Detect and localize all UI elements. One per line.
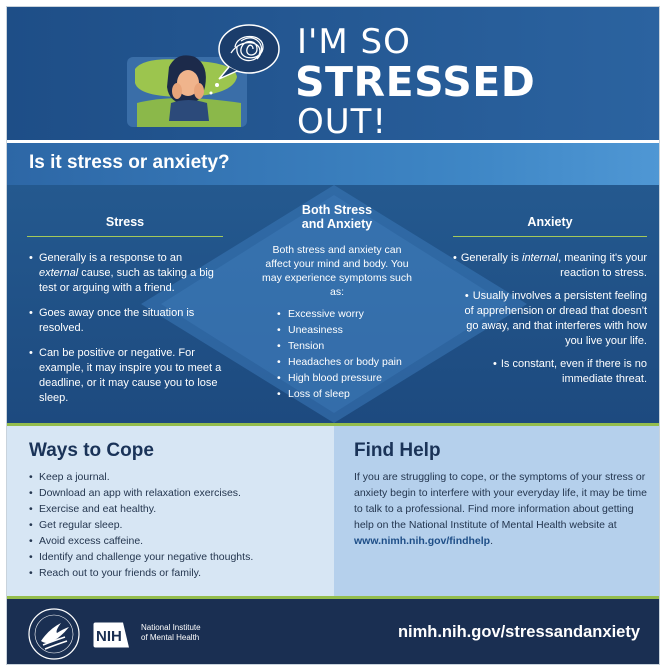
list-item: • Tension xyxy=(276,338,412,354)
question-heading: Is it stress or anxiety? xyxy=(29,152,230,173)
list-item: • Generally is a response to an external cause, such as taking a big test or arguing with a friend. xyxy=(27,251,223,296)
question-band xyxy=(7,143,659,185)
title-line-2: STRESSED xyxy=(295,58,536,106)
list-item: • Exercise and eat healthy. xyxy=(29,501,253,517)
hhs-seal-icon xyxy=(27,607,81,661)
list-item: • Identify and challenge your negative thoughts. xyxy=(29,549,253,565)
stress-list xyxy=(27,251,223,406)
list-item: • Can be positive or negative. For example, it may inspire you to meet a deadline, or it may cause you to lose sleep. xyxy=(27,346,223,406)
comparison-section xyxy=(7,185,659,423)
list-item: • High blood pressure xyxy=(276,370,412,386)
stress-column xyxy=(27,185,223,416)
anxiety-divider xyxy=(453,236,647,237)
scribble-thought-bubble-icon xyxy=(219,25,279,79)
list-item: • Usually involves a persistent feeling of apprehension or dread that doesn't go away, and that interferes with how you live your life. xyxy=(464,290,647,347)
find-help-section xyxy=(334,426,660,596)
both-heading: Both Stress and Anxiety xyxy=(301,203,373,231)
stress-divider xyxy=(27,236,223,237)
nih-badge-text: NIH xyxy=(96,628,122,645)
list-item: • Goes away once the situation is resolved. xyxy=(27,306,223,336)
findhelp-link[interactable]: www.nimh.nih.gov/findhelp xyxy=(354,535,491,547)
help-heading: Find Help xyxy=(354,440,441,461)
footer-url-link[interactable]: nimh.nih.gov/stressandanxiety xyxy=(397,623,640,641)
list-item: • Generally is internal, meaning it's your reaction to stress. xyxy=(453,252,647,279)
anxiety-heading: Anxiety xyxy=(527,215,573,229)
stress-heading: Stress xyxy=(105,215,145,229)
title-line-3: OUT! xyxy=(297,102,388,142)
list-item: • Excessive worry xyxy=(276,306,412,322)
help-text: If you are struggling to cope, or the symptoms of your stress or anxiety begin to interfere with your everyday life, it may be time to talk to a professional. Find more information about getting help on the National Institute of Mental Health website at www.nimh.nih.gov/findhelp. xyxy=(354,471,647,547)
title-line-1: I'M SO xyxy=(297,22,411,62)
both-intro: Both stress and anxiety can affect your mind and body. You may experience symptoms such as: xyxy=(262,244,412,298)
list-item: • Is constant, even if there is no immediate threat. xyxy=(493,358,647,385)
ways-to-cope-section xyxy=(7,426,334,596)
page-title xyxy=(295,22,536,142)
list-item: • Reach out to your friends or family. xyxy=(29,565,253,581)
nih-institute-name: National Institute of Mental Health xyxy=(141,623,201,642)
anxiety-list xyxy=(453,251,647,387)
list-item: • Loss of sleep xyxy=(276,386,412,402)
cope-heading: Ways to Cope xyxy=(29,440,154,461)
list-item: • Keep a journal. xyxy=(29,469,253,485)
list-item: • Uneasiness xyxy=(276,322,412,338)
list-item: • Get regular sleep. xyxy=(29,517,253,533)
list-item: • Download an app with relaxation exercises. xyxy=(29,485,253,501)
infographic xyxy=(6,6,660,665)
nih-logo-icon xyxy=(93,622,135,648)
header-banner xyxy=(7,7,659,140)
both-column xyxy=(262,185,412,402)
stressed-person-illustration xyxy=(125,17,295,135)
list-item: • Headaches or body pain xyxy=(276,354,412,370)
anxiety-column xyxy=(453,185,647,395)
symptom-list xyxy=(262,306,412,402)
footer xyxy=(7,599,659,665)
cope-list xyxy=(29,469,253,581)
list-item: • Avoid excess caffeine. xyxy=(29,533,253,549)
